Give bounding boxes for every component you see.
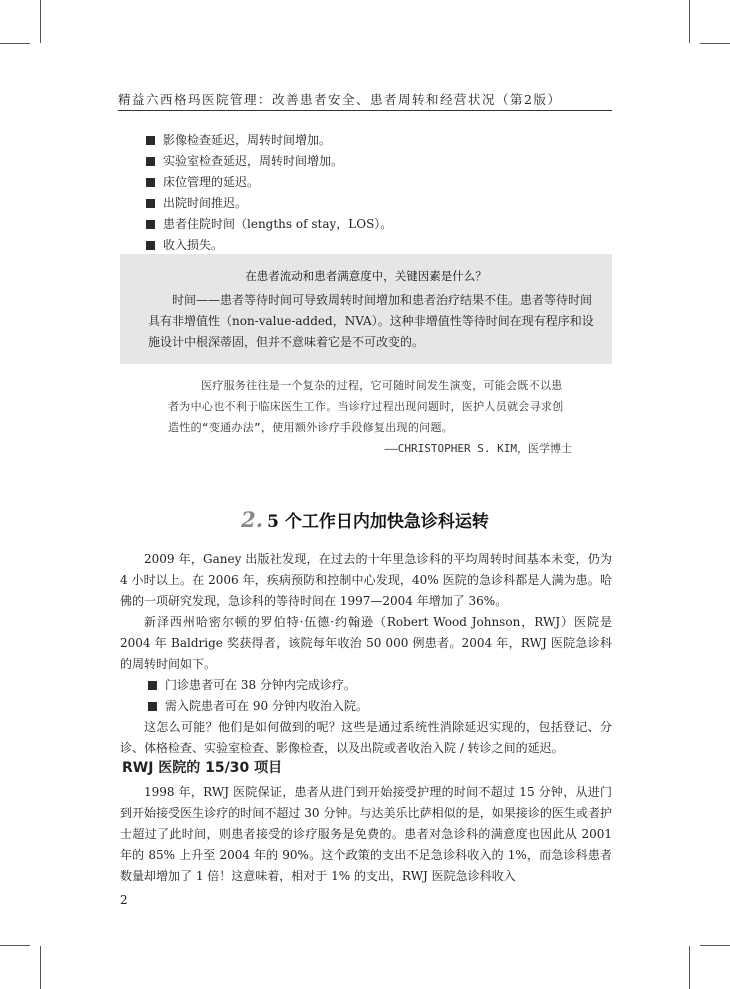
- list-item: 出院时间推迟。: [146, 193, 392, 214]
- list-item: 影像检查延迟，周转时间增加。: [146, 130, 392, 151]
- square-bullet-icon: [146, 220, 155, 229]
- callout-title: 在患者流动和患者满意度中，关键因素是什么？: [245, 269, 487, 283]
- square-bullet-icon: [148, 681, 157, 690]
- crop-mark: [689, 0, 690, 43]
- paragraph: 1998 年，RWJ 医院保证，患者从进门到开始接受护理的时间不超过 15 分钟，从进门到开始接受医生诊疗的时间不超过 30 分钟。与达美乐比萨相似的是，如果接诊的医生或者护士超过了此时间，则患者接受的诊疗服务是免费的。患者对急诊科的满意度也因此从 2001 年的 85% 上升至 2004 年的 90%。这个政策的支出不足急诊科收入的 1%，而急诊科患者数量却增加了 1 倍！这意味着，相对于 1% 的支出，RWJ 医院急诊科收入: [120, 785, 612, 883]
- subheading: RWJ 医院的 15/30 项目: [122, 760, 283, 776]
- section-title: [0, 507, 730, 532]
- list-item: 收入损失。: [146, 235, 392, 256]
- crop-mark: [40, 0, 41, 43]
- list-item: 床位管理的延迟。: [146, 172, 392, 193]
- section-title-text: 5 个工作日内加快急诊科运转: [267, 512, 489, 532]
- list-item: 门诊患者可在 38 分钟内完成诊疗。: [148, 675, 612, 696]
- quote-body: 医疗服务往往是一个复杂的过程，它可随时间发生演变，可能会既不以患者为中心也不利于临床医生工作。当诊疗过程出现问题时，医护人员就会寻求创造性的“变通办法”，使用额外诊疗手段修复出现的问题。: [168, 379, 564, 434]
- body-block-1: [120, 549, 612, 759]
- crop-mark: [689, 946, 690, 989]
- square-bullet-icon: [146, 157, 155, 166]
- header-rule: [118, 110, 612, 111]
- square-bullet-icon: [146, 241, 155, 250]
- list-item: 实验室检查延迟，周转时间增加。: [146, 151, 392, 172]
- page-number: 2: [120, 893, 128, 907]
- list-item: 患者住院时间（lengths of stay，LOS）。: [146, 214, 392, 235]
- list-item: 需入院患者可在 90 分钟内收治入院。: [148, 696, 612, 717]
- callout-body: 时间——患者等待时间可导致周转时间增加和患者治疗结果不佳。患者等待时间具有非增值性（non-value-added，NVA）。这种非增值性等待时间在现有程序和设施设计中根深蒂固，但并不意味着它是不可改变的。: [148, 293, 594, 349]
- callout-box: [120, 254, 612, 364]
- crop-mark: [0, 43, 30, 44]
- quote-attribution: ——CHRISTOPHER S. KIM，医学博士: [384, 442, 572, 455]
- bullet-list-delays: [146, 130, 392, 256]
- crop-mark: [700, 945, 730, 946]
- paragraph: 这怎么可能？他们是如何做到的呢？这些是通过系统性消除延迟实现的，包括登记、分诊、体格检查、实验室检查、影像检查，以及出院或者收治入院 / 转诊之间的延迟。: [120, 720, 612, 755]
- running-head: 精益六西格玛医院管理：改善患者安全、患者周转和经营状况（第2版）: [118, 92, 562, 107]
- section-number: 2.: [241, 507, 264, 532]
- paragraph: 新泽西州哈密尔顿的罗伯特·伍德·约翰逊（Robert Wood Johnson，RWJ）医院是 2004 年 Baldrige 奖获得者，该院每年收治 50 000 例患者。2004 年，RWJ 医院急诊科的周转时间如下。: [120, 615, 612, 671]
- crop-mark: [40, 946, 41, 989]
- square-bullet-icon: [148, 702, 157, 711]
- epigraph-quote: [168, 375, 572, 459]
- paragraph: 2009 年，Ganey 出版社发现，在过去的十年里急诊科的平均周转时间基本未变，仍为 4 小时以上。在 2006 年，疾病预防和控制中心发现，40% 医院的急诊科都是人满为患。哈佛的一项研究发现，急诊科的等待时间在 1997—2004 年增加了 36%。: [120, 552, 612, 608]
- square-bullet-icon: [146, 178, 155, 187]
- bullet-list-rwj: [120, 675, 612, 717]
- crop-mark: [0, 945, 30, 946]
- body-block-2: [120, 782, 612, 887]
- square-bullet-icon: [146, 199, 155, 208]
- square-bullet-icon: [146, 136, 155, 145]
- crop-mark: [700, 43, 730, 44]
